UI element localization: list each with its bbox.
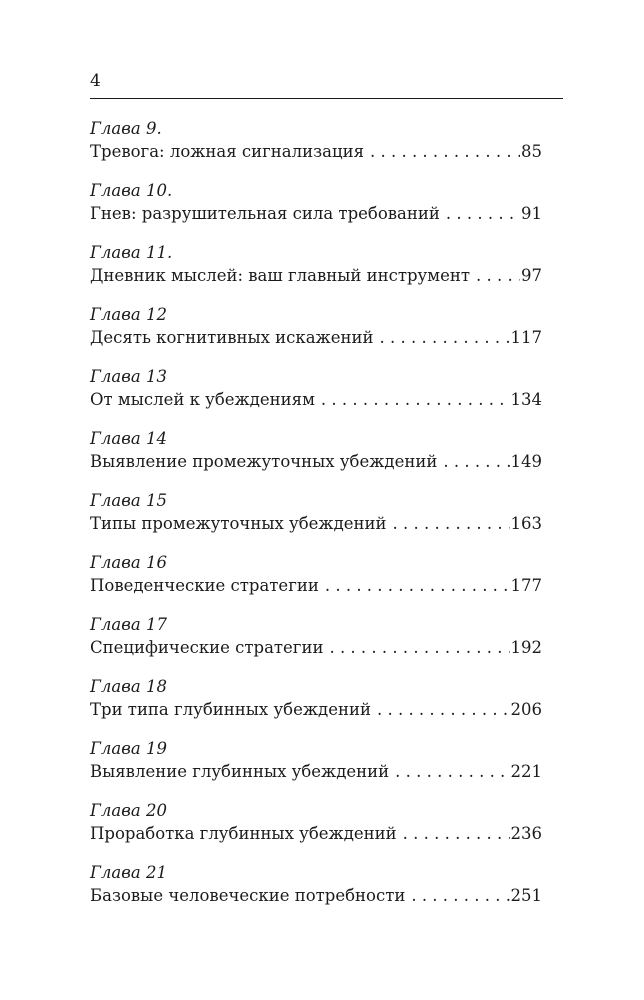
toc-line xyxy=(90,824,542,844)
chapter-title: Дневник мыслей: ваш главный инструмент xyxy=(90,266,470,285)
toc-entry xyxy=(90,491,542,553)
page-ref: 91 xyxy=(521,204,542,223)
dot-leader xyxy=(374,328,510,348)
chapter-title: Выявление глубинных убеждений xyxy=(90,762,390,781)
chapter-label: Глава 14 xyxy=(90,429,167,448)
chapter-label: Глава 15 xyxy=(90,491,167,510)
page-number: 4 xyxy=(90,71,101,91)
chapter-title: Выявление промежуточных убеждений xyxy=(90,452,438,471)
page-ref: 117 xyxy=(510,328,542,347)
page-ref: 163 xyxy=(510,514,542,533)
toc-entry xyxy=(90,429,542,491)
page-ref: 85 xyxy=(521,142,542,161)
chapter-label: Глава 20 xyxy=(90,801,167,820)
toc-entry xyxy=(90,305,542,367)
chapter-label: Глава 18 xyxy=(90,677,167,696)
chapter-label: Глава 19 xyxy=(90,739,167,758)
toc-entry xyxy=(90,863,542,925)
chapter-title: Десять когнитивных искажений xyxy=(90,328,374,347)
dot-leader xyxy=(397,824,510,844)
toc-line xyxy=(90,452,542,472)
toc-line xyxy=(90,390,542,410)
toc-line xyxy=(90,762,542,782)
toc-line xyxy=(90,266,542,286)
page-ref: 149 xyxy=(510,452,542,471)
chapter-title: От мыслей к убеждениям xyxy=(90,390,315,409)
chapter-label: Глава 11. xyxy=(90,243,173,262)
chapter-title: Гнев: разрушительная сила требований xyxy=(90,204,440,223)
dot-leader xyxy=(440,204,520,224)
toc-line xyxy=(90,638,542,658)
page-ref: 134 xyxy=(510,390,542,409)
page-ref: 97 xyxy=(521,266,542,285)
chapter-title: Базовые человеческие потребности xyxy=(90,886,406,905)
chapter-label: Глава 9. xyxy=(90,119,162,138)
page-ref: 236 xyxy=(510,824,542,843)
toc-entry xyxy=(90,367,542,429)
chapter-title: Проработка глубинных убеждений xyxy=(90,824,397,843)
table-of-contents xyxy=(90,119,542,925)
chapter-title: Три типа глубинных убеждений xyxy=(90,700,371,719)
page-ref: 206 xyxy=(510,700,542,719)
chapter-label: Глава 21 xyxy=(90,863,167,882)
toc-entry xyxy=(90,119,542,181)
toc-entry xyxy=(90,615,542,677)
dot-leader xyxy=(315,390,510,410)
toc-line xyxy=(90,514,542,534)
toc-entry xyxy=(90,801,542,863)
chapter-label: Глава 17 xyxy=(90,615,167,634)
toc-line xyxy=(90,700,542,720)
chapter-title: Поведенческие стратегии xyxy=(90,576,319,595)
dot-leader xyxy=(364,142,520,162)
toc-line xyxy=(90,204,542,224)
header-rule xyxy=(90,98,563,99)
chapter-label: Глава 12 xyxy=(90,305,167,324)
dot-leader xyxy=(437,452,509,472)
chapter-label: Глава 10. xyxy=(90,181,173,200)
toc-entry xyxy=(90,739,542,801)
page-ref: 221 xyxy=(510,762,542,781)
dot-leader xyxy=(371,700,510,720)
toc-line xyxy=(90,328,542,348)
toc-line xyxy=(90,886,542,906)
dot-leader xyxy=(319,576,510,596)
chapter-title: Типы промежуточных убеждений xyxy=(90,514,387,533)
page-ref: 251 xyxy=(510,886,542,905)
chapter-title: Тревога: ложная сигнализация xyxy=(90,142,364,161)
dot-leader xyxy=(387,514,510,534)
dot-leader xyxy=(405,886,509,906)
toc-line xyxy=(90,142,542,162)
chapter-title: Специфические стратегии xyxy=(90,638,324,657)
page-ref: 177 xyxy=(510,576,542,595)
chapter-label: Глава 13 xyxy=(90,367,167,386)
toc-entry xyxy=(90,243,542,305)
toc-entry xyxy=(90,553,542,615)
toc-entry xyxy=(90,181,542,243)
dot-leader xyxy=(389,762,509,782)
toc-line xyxy=(90,576,542,596)
chapter-label: Глава 16 xyxy=(90,553,167,572)
dot-leader xyxy=(470,266,520,286)
toc-entry xyxy=(90,677,542,739)
dot-leader xyxy=(323,638,509,658)
page-ref: 192 xyxy=(510,638,542,657)
